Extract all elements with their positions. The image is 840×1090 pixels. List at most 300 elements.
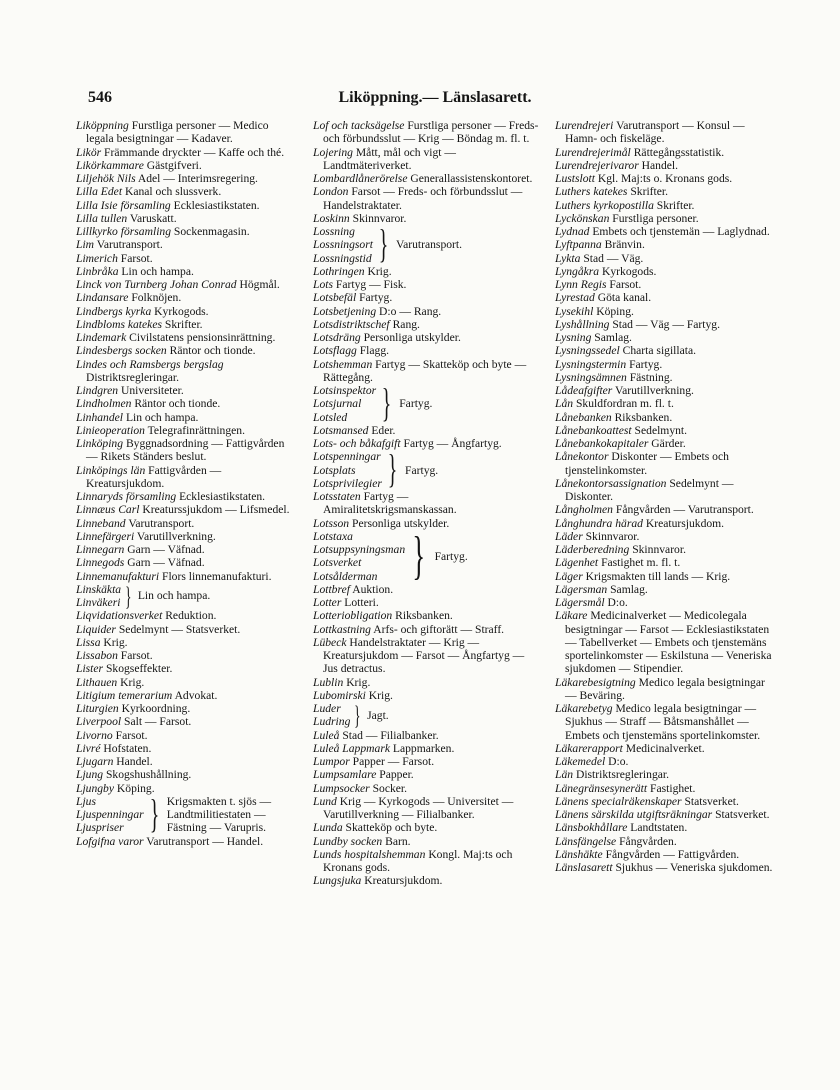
index-term: Lotter <box>313 596 342 609</box>
index-reference: Göta kanal. <box>597 291 652 305</box>
index-reference: Personliga utskylder. <box>363 331 461 344</box>
index-term: Luder <box>313 702 341 715</box>
brace-glyph: } <box>354 700 361 730</box>
index-reference: Lin och hampa. <box>121 264 194 278</box>
index-entry <box>76 570 294 583</box>
index-entry <box>555 503 775 516</box>
index-term: Ljung <box>76 768 104 782</box>
index-term: Lithauen <box>76 675 118 689</box>
index-entry <box>76 358 294 385</box>
index-entry <box>76 742 294 755</box>
index-entry <box>76 782 294 795</box>
index-entry <box>76 623 294 636</box>
index-term: Linnemanufakturi <box>76 569 160 583</box>
index-entry <box>313 222 539 266</box>
index-entry <box>555 755 775 768</box>
index-entry <box>313 318 539 331</box>
index-term: Lotsflagg <box>313 344 357 358</box>
index-entry <box>76 835 294 848</box>
index-entry <box>76 662 294 675</box>
index-reference: Skrifter. <box>656 198 695 212</box>
index-entry <box>313 291 539 304</box>
index-term: Långhundra härad <box>555 516 643 530</box>
index-reference: Diskonter — Embets och tjenstelinkomster. <box>565 450 729 477</box>
index-reference: Universiteter. <box>121 384 184 397</box>
index-term: Lotsmansed <box>313 423 369 437</box>
index-entry <box>76 146 294 159</box>
index-term: Länsfängelse <box>555 834 617 848</box>
index-reference: Flagg. <box>359 344 390 358</box>
index-reference: Flors linnemanufakturi. <box>162 569 272 583</box>
index-term: Ljuspriser <box>76 821 124 835</box>
index-entry <box>555 358 775 371</box>
index-reference: Kreatursjukdom. <box>645 516 725 530</box>
index-reference: Varutransport. <box>396 238 463 252</box>
index-reference: Medico legala besigtningar — Beväring. <box>565 675 765 702</box>
index-reference: Byggnadsordning — Fattigvården — Rikets Ständers beslut. <box>86 437 285 464</box>
index-reference: Ecklesiastikstaten. <box>173 198 260 212</box>
index-term: Lundby socken <box>313 834 383 848</box>
index-reference: Skinnvaror. <box>632 543 686 556</box>
index-reference: Krig. <box>368 688 393 702</box>
index-reference: Varutransport. <box>96 238 163 252</box>
index-term: Linskäkta <box>76 582 122 596</box>
index-entry <box>555 331 775 344</box>
index-entry <box>76 649 294 662</box>
index-entry <box>76 768 294 781</box>
index-reference: Landtstaten. <box>630 821 688 835</box>
index-reference: Sedelmynt — Statsverket. <box>118 622 241 636</box>
index-term: Lotsstaten <box>313 490 361 503</box>
index-term: Lurendrejeri <box>555 119 614 132</box>
index-entry <box>76 238 294 251</box>
index-term: Lindansare <box>76 291 129 305</box>
index-reference: Fartyg. <box>359 291 393 305</box>
index-reference: Bränvin. <box>604 238 645 252</box>
index-entry <box>555 424 775 437</box>
index-reference: Riksbanken. <box>395 609 453 623</box>
index-term: Linneband <box>76 516 126 530</box>
index-term: Länslasarett <box>555 861 613 874</box>
index-reference: Skrifter. <box>164 317 203 331</box>
index-term: Lilla Isie församling <box>76 198 171 212</box>
index-term: Ljus <box>76 794 96 808</box>
index-entry <box>555 437 775 450</box>
index-entry <box>313 172 539 185</box>
index-entry <box>555 596 775 609</box>
index-entry <box>555 384 775 397</box>
index-reference: Distriktsregleringar. <box>575 768 670 782</box>
index-entry <box>555 146 775 159</box>
index-entry <box>555 199 775 212</box>
index-entry <box>555 808 775 821</box>
index-entry <box>555 835 775 848</box>
index-term: Lån <box>555 397 574 411</box>
index-entry <box>313 424 539 437</box>
index-reference: Kreatursjukdom. <box>364 874 443 888</box>
index-entry <box>313 344 539 357</box>
index-column-2 <box>313 119 539 888</box>
index-term: Lysningssedel <box>555 344 620 358</box>
index-entry <box>555 821 775 834</box>
index-term: Lindholmen <box>76 397 132 411</box>
index-reference: Fångvården — Varutransport. <box>615 503 754 517</box>
index-entry <box>555 609 775 675</box>
index-term: Lotsdistriktschef <box>313 317 390 331</box>
index-entry <box>313 437 539 450</box>
index-reference: Kgl. Maj:ts o. Kronans gods. <box>597 172 733 185</box>
index-term: Lysningsämnen <box>555 370 627 384</box>
index-reference: Garn — Väfnad. <box>127 543 205 556</box>
index-reference: Generallassistenskontoret. <box>410 172 533 185</box>
index-reference: Skuldfordran m. fl. t. <box>575 397 674 411</box>
index-entry <box>313 185 539 212</box>
index-entry <box>555 583 775 596</box>
index-reference: Sedelmynt — Diskonter. <box>565 476 734 503</box>
index-entry <box>555 344 775 357</box>
index-entry <box>76 464 294 491</box>
index-term: Lübeck <box>313 635 347 649</box>
index-reference: Medicinalverket. <box>625 741 705 755</box>
index-entry <box>555 861 775 874</box>
index-reference: Varutillverkning. <box>136 529 216 543</box>
index-reference: Eder. <box>371 423 396 437</box>
index-entry <box>313 768 539 781</box>
index-entry <box>555 543 775 556</box>
index-entry <box>555 212 775 225</box>
index-term: Lossningstid <box>313 251 372 265</box>
index-reference: Högmål. <box>239 278 280 291</box>
index-reference: Skrifter. <box>630 185 669 199</box>
index-entry <box>313 146 539 173</box>
index-entry <box>555 278 775 291</box>
index-term: Läkarerapport <box>555 741 623 755</box>
index-reference: Varuskatt. <box>129 211 177 225</box>
index-entry <box>555 848 775 861</box>
index-entry <box>555 318 775 331</box>
index-term: Länens särskilda utgiftsräkningar <box>555 808 713 821</box>
index-term: Lydnad <box>555 225 590 238</box>
index-term: Linbråka <box>76 264 119 278</box>
index-reference: D:o — Rang. <box>379 304 442 318</box>
index-term: Lotsplats <box>313 463 356 477</box>
index-entry <box>76 702 294 715</box>
index-entry <box>555 238 775 251</box>
running-title: Liköppning.— Länslasarett. <box>338 89 532 106</box>
index-term: Län <box>555 768 574 782</box>
index-term: Ljuspenningar <box>76 808 144 821</box>
index-entry <box>313 583 539 596</box>
index-entry <box>76 344 294 357</box>
index-term: Linnegarn <box>76 543 125 556</box>
index-term: Lund <box>313 794 337 808</box>
index-term: Liquider <box>76 622 116 636</box>
index-term: Linck von Turnberg Johan Conrad <box>76 278 237 291</box>
index-term: Lotsson <box>313 516 350 530</box>
index-entry <box>76 503 294 516</box>
index-reference: Sjukhus — Veneriska sjukdomen. <box>615 861 773 874</box>
index-reference: Krig. <box>367 264 392 278</box>
index-term: Linnaryds församling <box>76 490 177 503</box>
index-term: Lådeafgifter <box>555 384 613 397</box>
index-reference: Farsot. <box>115 728 148 742</box>
index-column-3 <box>555 119 775 874</box>
index-term: Lotsled <box>313 410 348 424</box>
index-reference: Köping. <box>596 304 634 318</box>
index-term: Ludring <box>313 715 351 729</box>
index-reference: Fartyg — Fisk. <box>335 278 407 291</box>
index-reference: Arfs- och giftorätt — Straff. <box>373 622 505 636</box>
index-term: Lysekihl <box>555 304 594 318</box>
index-term: Liqvidationsverket <box>76 609 163 623</box>
index-entry <box>313 331 539 344</box>
index-entry <box>76 715 294 728</box>
index-reference: Folknöjen. <box>131 291 182 305</box>
index-term: Länsbokhållare <box>555 821 628 835</box>
index-term: Lånebankoattest <box>555 423 632 437</box>
index-term: Luleå <box>313 728 340 742</box>
index-entry <box>555 795 775 808</box>
index-term: Lotteriobligation <box>313 609 393 623</box>
index-entry <box>555 742 775 755</box>
index-reference: Farsot. <box>120 649 153 662</box>
index-entry <box>313 821 539 834</box>
index-term: Lumpor <box>313 755 350 768</box>
index-entry <box>313 517 539 530</box>
index-term: Lindbloms katekes <box>76 317 162 331</box>
index-term: Lunda <box>313 821 343 835</box>
index-entry <box>555 702 775 742</box>
index-entry <box>76 556 294 569</box>
index-term: Lotsålderman <box>313 569 378 583</box>
index-term: Liljehök Nils <box>76 172 136 185</box>
index-entry <box>76 305 294 318</box>
index-term: Lotspenningar <box>313 450 381 464</box>
index-entry <box>313 596 539 609</box>
index-reference: Embets och tjenstemän — Laglydnad. <box>592 225 770 238</box>
index-entry <box>76 185 294 198</box>
index-entry <box>555 477 775 504</box>
index-term: Linköping <box>76 437 124 450</box>
index-reference: Skinnvaror. <box>352 211 407 225</box>
index-reference: Handel. <box>641 158 679 172</box>
index-reference: Auktion. <box>352 582 394 596</box>
index-reference: Advokat. <box>174 688 218 702</box>
index-reference: Skatteköp och byte. <box>345 821 438 835</box>
index-reference: Fastighet m. fl. t. <box>601 556 681 570</box>
index-term: Lyftpanna <box>555 238 602 252</box>
index-entry <box>76 580 294 611</box>
index-reference: Kreaturssjukdom — Lifsmedel. <box>142 503 290 517</box>
index-entry <box>555 768 775 781</box>
index-term: Läkarebesigtning <box>555 675 636 689</box>
index-term: Lynn Regis <box>555 278 607 291</box>
brace-glyph: } <box>149 791 159 836</box>
index-term: Lubomirski <box>313 688 366 702</box>
index-entry <box>76 609 294 622</box>
index-reference: Civilstatens pensionsinrättning. <box>129 331 276 344</box>
index-entry <box>555 119 775 146</box>
index-entry <box>313 874 539 887</box>
index-entry <box>76 397 294 410</box>
index-entry <box>313 623 539 636</box>
index-entry <box>76 676 294 689</box>
index-term: Länens specialräkenskaper <box>555 794 682 808</box>
index-entry <box>555 371 775 384</box>
index-entry <box>313 212 539 225</box>
index-entry <box>76 331 294 344</box>
index-entry <box>555 172 775 185</box>
index-term: Lyrestad <box>555 291 595 305</box>
index-term: Läder <box>555 529 583 543</box>
index-entry <box>313 265 539 278</box>
index-reference: Socker. <box>372 781 408 795</box>
index-reference: Fartyg. <box>405 463 439 477</box>
index-entry <box>76 543 294 556</box>
index-entry <box>76 265 294 278</box>
index-entry <box>313 782 539 795</box>
index-term: Liturgien <box>76 702 119 715</box>
index-reference: Fästning. <box>629 370 673 384</box>
index-reference-line: Fästning — Varupris. <box>166 821 267 835</box>
index-term: Lots <box>313 278 333 291</box>
index-reference: Främmande dryckter — Kaffe och thé. <box>104 145 285 159</box>
index-term: Länegränsesynerätt <box>555 781 648 795</box>
index-reference: Riksbanken. <box>614 410 673 424</box>
index-term: Lotsjurnal <box>313 397 362 411</box>
index-term: Långholmen <box>555 503 613 517</box>
index-term: Lotstaxa <box>313 529 353 543</box>
index-term: Linieoperation <box>76 423 145 437</box>
index-reference: Fartyg. <box>399 397 433 411</box>
index-reference: Personliga utskylder. <box>352 516 450 530</box>
index-entry <box>76 490 294 503</box>
index-reference: Ecklesiastikstaten. <box>179 490 266 503</box>
index-reference: Kongl. Maj:ts och Kronans gods. <box>323 847 513 874</box>
index-term: Lossningsort <box>313 238 373 252</box>
index-reference: Varutillverkning. <box>615 384 694 397</box>
index-term: Lungsjuka <box>313 874 362 888</box>
index-reference: Rang. <box>392 317 420 331</box>
index-entry <box>313 358 539 385</box>
index-reference <box>165 795 271 835</box>
index-reference: Barn. <box>385 834 411 848</box>
index-term: Lägersman <box>555 582 608 596</box>
index-reference: Varutransport. <box>128 516 195 530</box>
index-term: Livré <box>76 741 101 755</box>
index-reference: Telegrafinrättningen. <box>147 423 245 437</box>
index-reference: Varutransport — Konsul — Hamn- och fiskeläge. <box>565 119 745 146</box>
index-entry <box>76 119 294 146</box>
index-reference: Jagt. <box>367 708 389 722</box>
index-reference: Räntor och tionde. <box>169 344 256 358</box>
index-reference: Gästgifveri. <box>146 158 202 172</box>
index-term: Lof och tacksägelse <box>313 119 405 132</box>
index-entry <box>76 278 294 291</box>
index-term: Linhandel <box>76 410 124 424</box>
index-reference: Samlag. <box>610 582 648 596</box>
index-term: Luthers kyrkopostilla <box>555 198 654 212</box>
index-entry <box>76 636 294 649</box>
index-entry <box>555 530 775 543</box>
brace-glyph: } <box>381 381 392 425</box>
index-term: Linnefärgeri <box>76 529 135 543</box>
index-term: Lothringen <box>313 264 365 278</box>
index-entry <box>313 848 539 875</box>
index-reference: Farsot — Freds- och förbundsslut — Handelstraktater. <box>323 185 523 212</box>
index-term: Lojering <box>313 145 353 159</box>
index-term: Läderberedning <box>555 543 630 556</box>
index-reference: D:o. <box>607 596 628 609</box>
index-term: Lunds hospitalshemman <box>313 847 426 861</box>
index-entry <box>555 265 775 278</box>
index-reference: Furstliga personer — Medico legala besigtningar — Kadaver. <box>86 119 269 146</box>
index-reference: Papper. <box>379 768 414 782</box>
index-term: Lånebankokapitaler <box>555 437 649 450</box>
brace-glyph: } <box>387 447 398 492</box>
index-term: Lillkyrko församling <box>76 225 172 238</box>
index-reference: Lappmarken. <box>392 741 455 755</box>
index-entry <box>313 381 539 425</box>
index-term: Ljungby <box>76 781 115 795</box>
index-reference: Handel. <box>116 755 153 768</box>
index-entry <box>313 609 539 622</box>
index-reference: Räntor och tionde. <box>134 397 221 411</box>
index-reference: Fartyg. <box>434 549 468 563</box>
index-reference: Krigsmakten till lands — Krig. <box>585 569 731 583</box>
index-entry <box>313 676 539 689</box>
index-entry <box>555 225 775 238</box>
index-entry <box>76 729 294 742</box>
index-reference: Handelstraktater — Krig — Kreatursjukdom — Farsot — Ångfartyg — Jus detractus. <box>323 635 525 676</box>
index-reference: Skogshushållning. <box>105 768 192 782</box>
index-entry <box>76 212 294 225</box>
index-term: Likörkammare <box>76 158 144 172</box>
index-term: Lustslott <box>555 172 595 185</box>
index-entry <box>313 689 539 702</box>
index-term: Länshäkte <box>555 847 603 861</box>
index-entry <box>313 755 539 768</box>
index-reference: Fångvården. <box>619 834 677 848</box>
index-entry <box>76 199 294 212</box>
index-term: Loskinn <box>313 211 350 225</box>
index-reference: Samlag. <box>594 331 632 344</box>
index-term: Litigium temerarium <box>76 688 173 702</box>
index-entry <box>555 450 775 477</box>
index-term: Linköpings län <box>76 463 146 477</box>
index-entry <box>76 791 294 836</box>
index-entry <box>313 702 539 729</box>
index-reference: Hofstaten. <box>103 741 152 755</box>
index-term: Lindes och Ramsbergs bergslag <box>76 357 224 371</box>
index-term: Lotsprivilegier <box>313 476 382 490</box>
index-entry <box>76 172 294 185</box>
index-term: Lindgren <box>76 384 119 397</box>
index-entry <box>76 424 294 437</box>
index-term: Lånekontorsassignation <box>555 476 667 490</box>
index-entry <box>555 252 775 265</box>
index-entry <box>555 782 775 795</box>
index-term: Lotsdräng <box>313 331 361 344</box>
index-term: Linnæus Carl <box>76 503 140 517</box>
index-entry <box>313 835 539 848</box>
index-reference-line: Landtmilitiestaten — <box>166 808 266 821</box>
index-reference: Stad — Väg. <box>583 251 644 265</box>
index-term: Lublin <box>313 675 344 689</box>
index-entry <box>313 447 539 492</box>
index-entry <box>313 636 539 676</box>
index-reference: Papper — Farsot. <box>352 755 435 768</box>
